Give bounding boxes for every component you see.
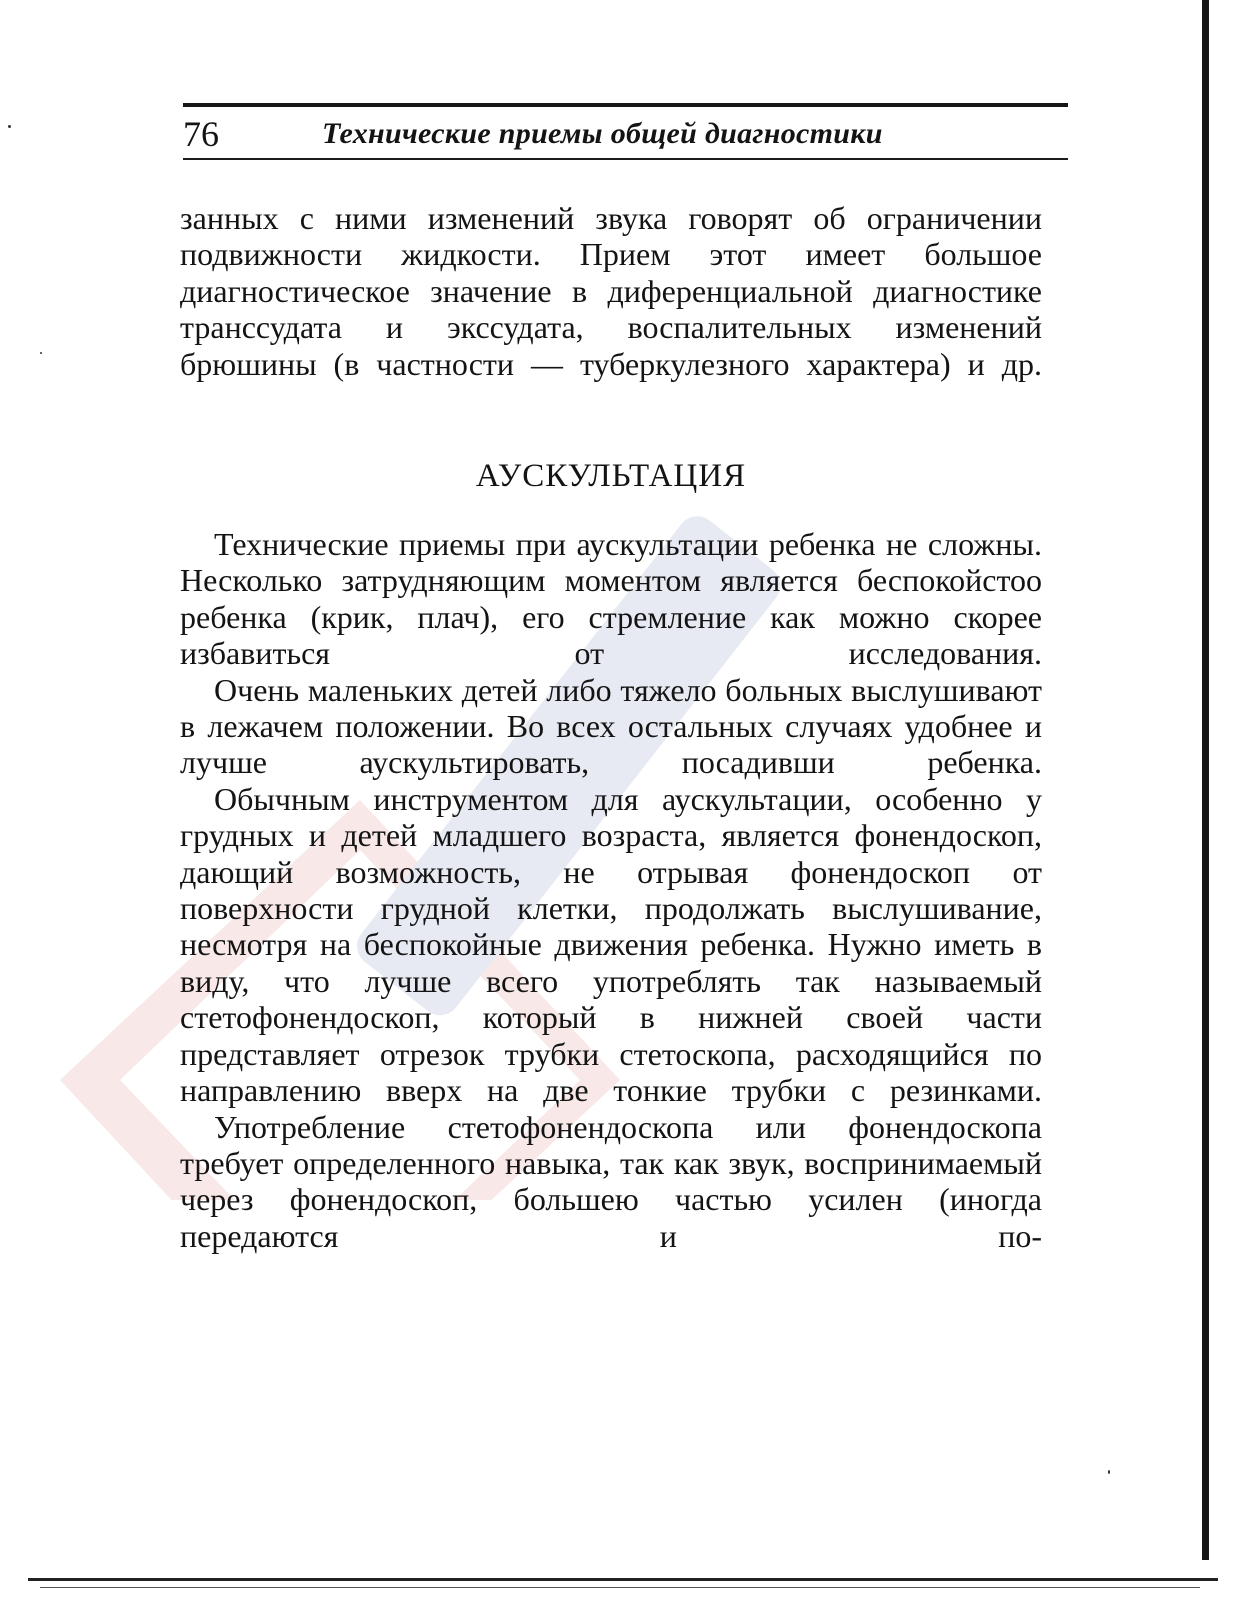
intro-paragraph: занных с ними изменений звука говорят об ограничении подвижности жидкости. Прием этот имеет большое диагностическое значение в диференциальной диагностике транссудата и экссудата, воспалительных изменений брюшины (в частности — туберкулезного характера) и др. [180,200,1042,382]
page-bottom-edge [28,1578,1218,1581]
page-edge-shadow [1202,0,1209,1560]
scan-speck [8,125,11,128]
paragraph-1: Технические приемы при аускультации ребенка не сложны. Несколько затрудняющим моментом является беспокойстоо ребенка (крик, плач), его стремление как можно скорее избавиться от исследования. [180,526,1042,672]
running-title: Технические приемы общей диагностики [322,117,883,150]
page-bottom-edge-thin [40,1587,1200,1588]
header-rule-bottom [183,158,1068,160]
paragraph-3: Обычным инструментом для аускультации, особенно у грудных и детей младшего возраста, является фонендоскоп, дающий возможность, не отрывая фонендоскоп от поверхности грудной клетки, продолжать выслушивание, несмотря на беспокойные движения ребенка. Нужно иметь в виду, что лучше всего употреблять так называемый стетофонендоскоп, который в нижней своей части представляет отрезок трубки стетоскопа, расходящийся по направлению вверх на две тонкие трубки с резинками. [180,780,1042,1109]
paragraph-4: Употребление стетофонендоскопа или фонендоскопа требует определенного навыка, так как звук, воспринимаемый через фонендоскоп, большею частью усилен (иногда передаются и по- [180,1108,1042,1254]
intro-text-block [180,200,1042,382]
section-heading: АУСКУЛЬТАЦИЯ [475,458,747,494]
scan-speck [1108,1470,1110,1474]
section-text-block [180,526,1042,1254]
scan-speck [40,352,42,354]
page-number: 76 [183,114,219,154]
header-rule-top [183,103,1068,107]
paragraph-2: Очень маленьких детей либо тяжело больных выслушивают в лежачем положении. Во всех остальных случаях удобнее и лучше аускультировать, посадивши ребенка. [180,671,1042,781]
